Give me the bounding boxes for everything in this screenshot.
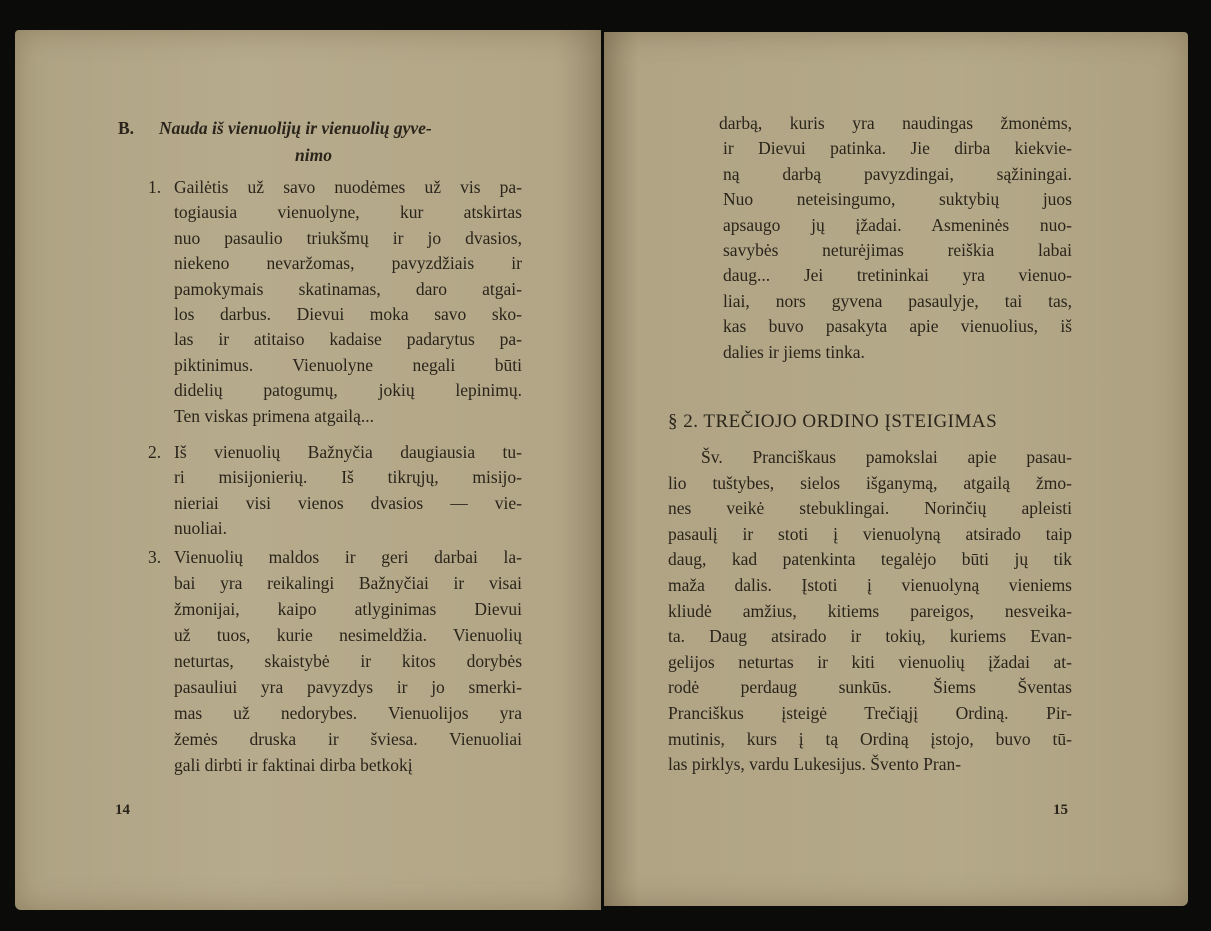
text-line: Pranciškus įsteigė Trečiąjį Ordiną. Pir- xyxy=(668,703,1072,723)
text-line: Gailėtis už savo nuodėmes už vis pa- xyxy=(174,177,522,197)
text-line: Nuo neteisingumo, suktybių juos xyxy=(723,189,1072,210)
list-item-number: 3. xyxy=(148,547,162,567)
text-line: kliudė amžius, kitiems pareigos, nesveika- xyxy=(668,600,1072,621)
text-line: niekeno nevaržomas, pavyzdžiais ir xyxy=(174,253,522,274)
text-line: didelių patogumų, jokių lepinimų. xyxy=(174,380,522,401)
text-line: pasaulį ir stoti į vienuolyną atsirado taip xyxy=(668,523,1072,544)
text-line: nuo pasaulio triukšmų ir jo dvasios, xyxy=(174,227,522,248)
text-line: žmonijai, kaipo atlyginimas Dievui xyxy=(174,599,522,619)
right-page xyxy=(604,32,1188,906)
text-line: mutinis, kurs į tą Ordiną įstojo, buvo tū- xyxy=(668,728,1072,749)
text-line: savybės neturėjimas reiškia labai xyxy=(723,240,1072,260)
text-line: los darbus. Dievui moka savo sko- xyxy=(174,304,522,324)
text-line: ną darbą pavyzdingai, sąžiningai. xyxy=(723,163,1072,184)
text-line: daug, kad patenkinta tegalėjo būti jų tik xyxy=(668,549,1072,570)
text-line: kas buvo pasakyta apie vienuolius, iš xyxy=(723,316,1072,337)
text-line: ir Dievui patinka. Jie dirba kiekvie- xyxy=(723,138,1072,159)
text-line: las pirklys, vardu Lukesijus. Švento Pran- xyxy=(668,754,962,775)
text-line: daug... Jei tretininkai yra vienuo- xyxy=(723,265,1072,286)
section-title-line2: nimo xyxy=(295,145,332,165)
text-line: nieriai visi vienos dvasios — vie- xyxy=(174,492,522,513)
text-line: mas už nedorybes. Vienuolijos yra xyxy=(174,703,522,723)
left-page xyxy=(15,30,601,910)
text-line: pamokymais skatinamas, daro atgai- xyxy=(174,278,522,299)
text-line: darbą, kuris yra naudingas žmonėms, xyxy=(719,113,1072,133)
text-line: Vienuolių maldos ir geri darbai la- xyxy=(174,547,522,567)
text-line: nuoliai. xyxy=(174,518,227,539)
text-line: bai yra reikalingi Bažnyčiai ir visai xyxy=(174,573,522,593)
text-line: Ten viskas primena atgailą... xyxy=(174,405,374,426)
text-line: togiausia vienuolyne, kur atskirtas xyxy=(174,202,522,223)
section-letter: B. xyxy=(118,118,135,138)
text-line: ri misijonierių. Iš tikrųjų, misijo- xyxy=(174,467,522,488)
list-item-number: 2. xyxy=(148,442,162,462)
text-line: nes veikė stebuklingai. Norinčių apleisti xyxy=(668,498,1072,519)
text-line: pasauliui yra pavyzdys ir jo smerki- xyxy=(174,677,522,697)
text-line: maža dalis. Įstoti į vienuolyną vieniems xyxy=(668,575,1072,595)
text-line: neturtas, skaistybė ir kitos dorybės xyxy=(174,651,522,671)
text-line: gali dirbti ir faktinai dirba betkokį xyxy=(174,755,413,775)
text-line: piktinimus. Vienuolyne negali būti xyxy=(174,354,522,375)
list-item-number: 1. xyxy=(148,177,162,197)
section-heading: § 2. TREČIOJO ORDINO ĮSTEIGIMAS xyxy=(668,411,998,432)
text-line: žemės druska ir šviesa. Vienuoliai xyxy=(174,729,522,749)
text-line: liai, nors gyvena pasaulyje, tai tas, xyxy=(723,290,1072,311)
text-line: Šv. Pranciškaus pamokslai apie pasau- xyxy=(701,447,1072,467)
text-line: las ir atitaiso kadaise padarytus pa- xyxy=(174,329,522,350)
section-title-line1: Nauda iš vienuolijų ir vienuolių gyve- xyxy=(159,118,432,138)
text-line: už tuos, kurie nesimeldžia. Vienuolių xyxy=(174,625,522,645)
text-line: Iš vienuolių Bažnyčia daugiausia tu- xyxy=(174,442,522,462)
text-line: gelijos neturtas ir kiti vienuolių įžadai at- xyxy=(668,651,1072,672)
text-line: lio tuštybes, sielos išganymą, atgailą žmo- xyxy=(668,472,1072,493)
page-number: 14 xyxy=(115,802,130,818)
text-line: rodė perdaug sunkūs. Šiems Šventas xyxy=(668,677,1072,698)
text-line: apsaugo jų įžadai. Asmeninės nuo- xyxy=(723,214,1072,235)
page-number: 15 xyxy=(1053,802,1068,818)
text-line: ta. Daug atsirado ir tokių, kuriems Evan- xyxy=(668,626,1072,647)
text-line: dalies ir jiems tinka. xyxy=(723,341,865,362)
